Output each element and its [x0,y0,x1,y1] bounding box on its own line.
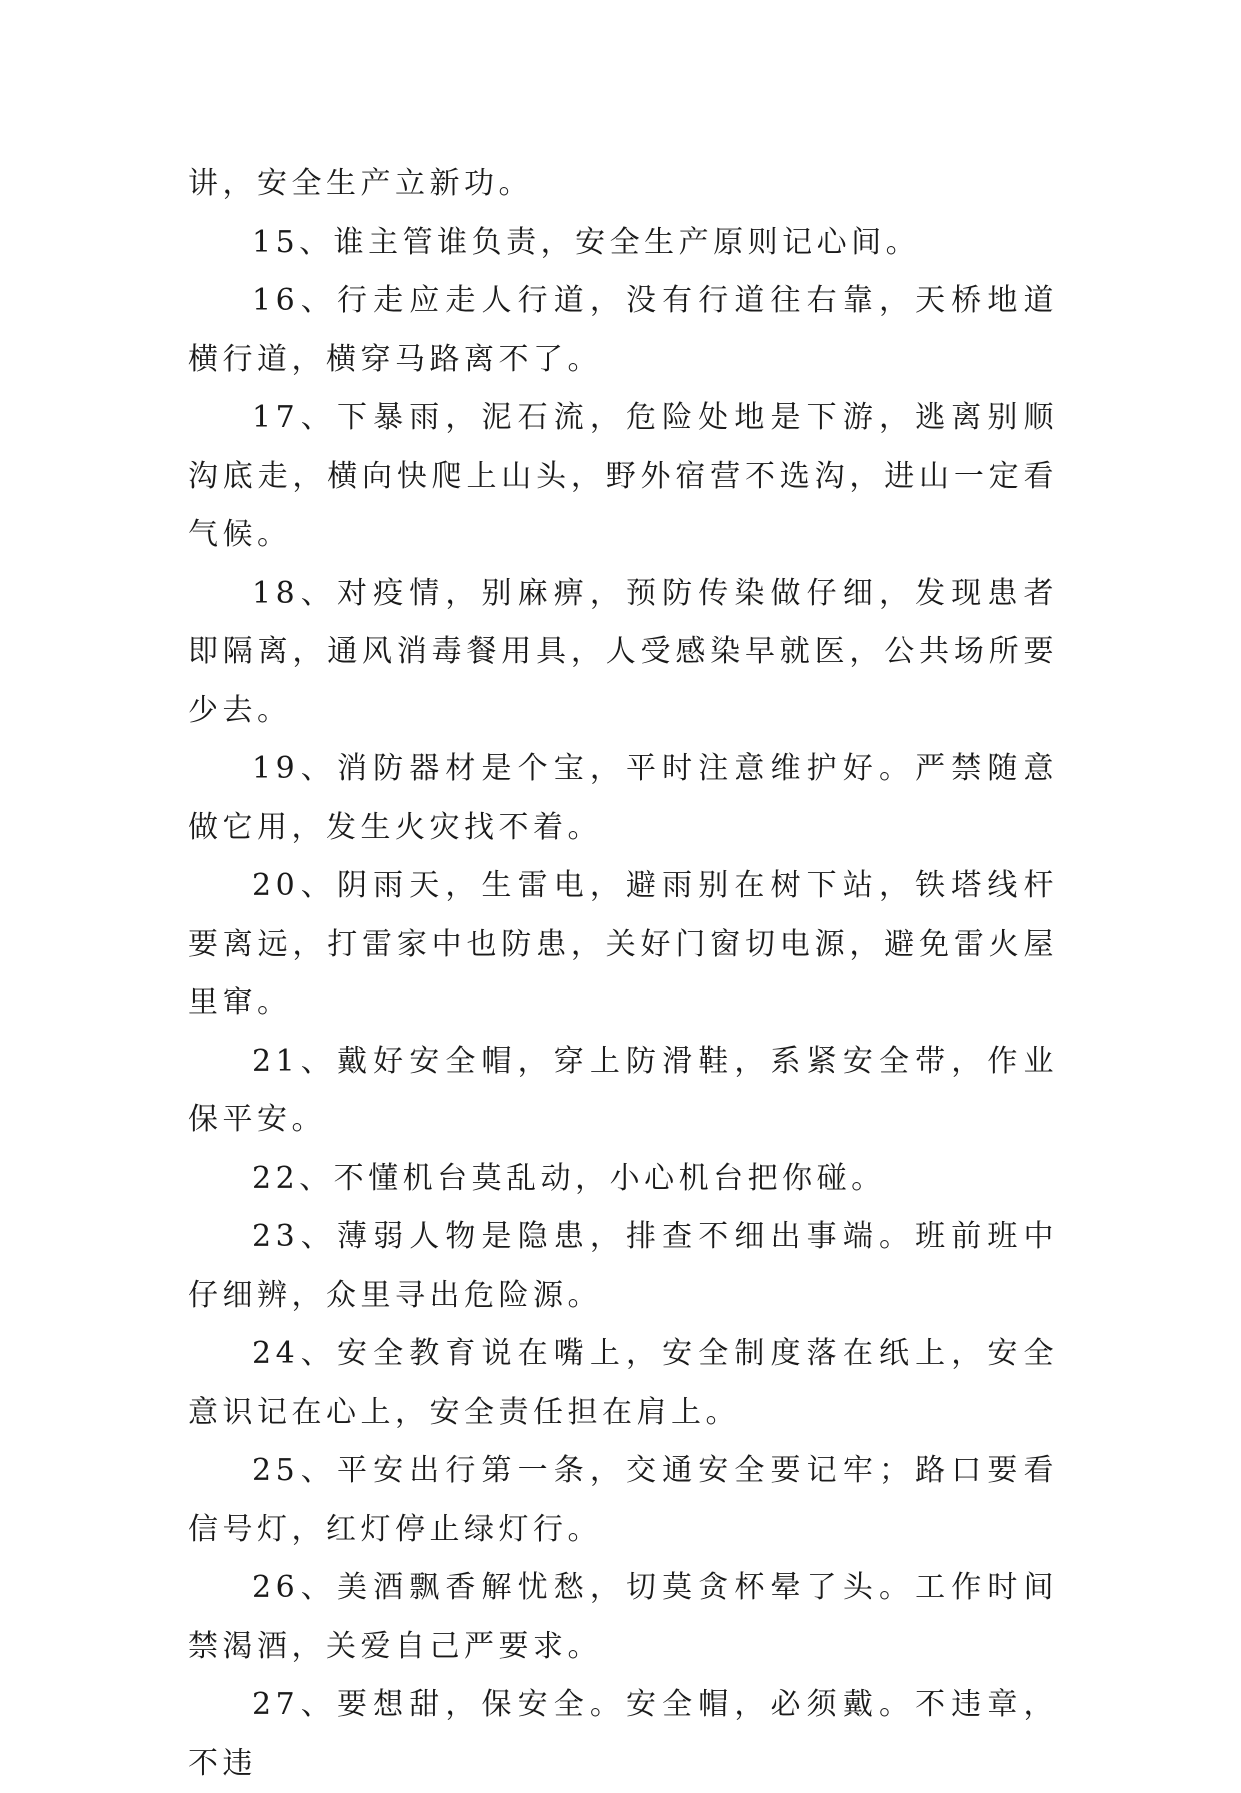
paragraph-item-16: 16、行走应走人行道，没有行道往右靠，天桥地道横行道，横穿马路离不了。 [188,283,1058,377]
paragraph-item-27: 27、要想甜，保安全。安全帽，必须戴。不违章，不违 [188,1687,1058,1781]
paragraph-item-18: 18、对疫情，别麻痹，预防传染做仔细，发现患者即隔离，通风消毒餐用具，人受感染早就医，公共场所要少去。 [188,575,1058,728]
paragraph-item-17: 17、下暴雨，泥石流，危险处地是下游，逃离别顺沟底走，横向快爬上山头，野外宿营不选沟，进山一定看气候。 [188,400,1058,552]
paragraph-item-20: 20、阴雨天，生雷电，避雨别在树下站，铁塔线杆要离远，打雷家中也防患，关好门窗切电源，避免雷火屋里窜。 [188,868,1058,1020]
paragraph-item-15: 15、谁主管谁负责，安全生产原则记心间。 [252,224,921,260]
paragraph-item-21: 21、戴好安全帽，穿上防滑鞋，系紧安全带，作业保平安。 [188,1043,1058,1137]
paragraph-item-26: 26、美酒飘香解忧愁，切莫贪杯晕了头。工作时间禁渴酒，关爱自己严要求。 [188,1570,1058,1664]
document-body [188,155,1058,1793]
paragraph-item-25: 25、平安出行第一条，交通安全要记牢；路口要看信号灯，红灯停止绿灯行。 [188,1453,1058,1547]
paragraph-item-23: 23、薄弱人物是隐患，排查不细出事端。班前班中仔细辨，众里寻出危险源。 [188,1219,1058,1313]
paragraph-item-19: 19、消防器材是个宝，平时注意维护好。严禁随意做它用，发生火灾找不着。 [188,751,1058,845]
paragraph-item-24: 24、安全教育说在嘴上，安全制度落在纸上，安全意识记在心上，安全责任担在肩上。 [188,1336,1058,1430]
paragraph-continuation: 讲，安全生产立新功。 [188,166,533,201]
paragraph-item-22: 22、不懂机台莫乱动，小心机台把你碰。 [252,1160,886,1196]
